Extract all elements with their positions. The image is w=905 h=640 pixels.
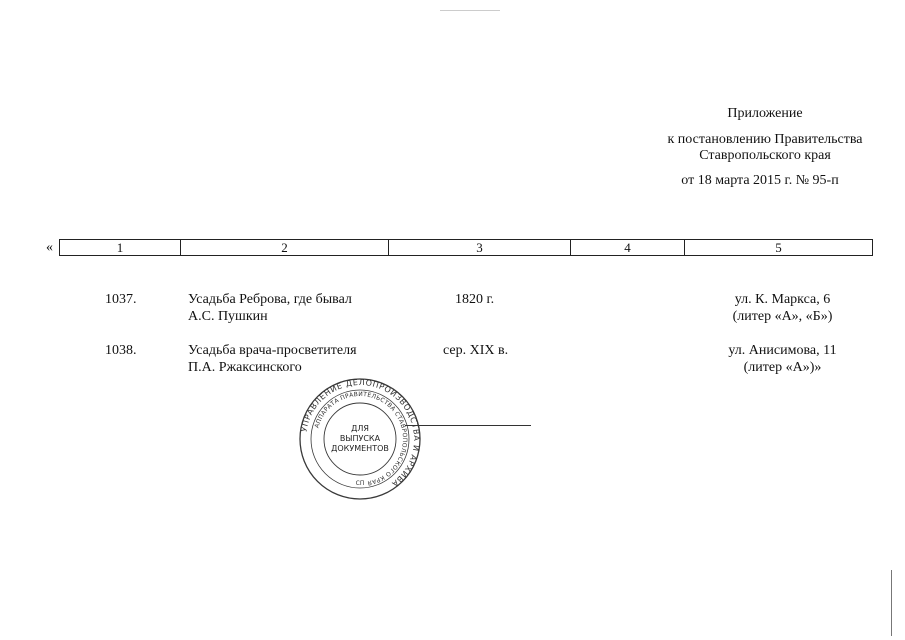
appendix-subtitle: [640, 132, 890, 164]
column-number: 1: [60, 240, 181, 255]
stamp-outer-text: УПРАВЛЕНИЕ ДЕЛОПРОИЗВОДСТВА И АРХИВА: [299, 377, 422, 489]
stamp-inner-text: АППАРАТА ПРАВИТЕЛЬСТВА СТАВРОПОЛЬСКОГО КРАЯ: [313, 390, 409, 487]
object-address-line: (литер «А»)»: [743, 360, 822, 375]
column-number: 4: [571, 240, 685, 255]
object-address-line: (литер «А», «Б»): [732, 309, 833, 324]
column-number: 3: [389, 240, 571, 255]
column-number: 2: [181, 240, 389, 255]
row-number: 1038.: [105, 343, 137, 358]
appendix-date: от 18 марта 2015 г. № 95-п: [681, 173, 839, 188]
object-address: [715, 291, 850, 325]
appendix-subtitle-line2: Ставропольского края: [699, 148, 831, 163]
stamp-center-line1: ДЛЯ: [351, 424, 369, 433]
open-quote: «: [46, 240, 53, 255]
official-stamp: [298, 377, 422, 501]
object-date: сер. XIX в.: [443, 343, 509, 358]
object-address: [715, 342, 850, 376]
row-number: 1037.: [105, 292, 137, 307]
stamp-center-line3: ДОКУМЕНТОВ: [331, 444, 389, 453]
column-number: 5: [775, 240, 782, 255]
object-date: 1820 г.: [455, 292, 495, 307]
appendix-title: Приложение: [727, 106, 803, 121]
signature-line: [405, 425, 531, 426]
object-name: [188, 342, 357, 376]
scan-edge-mark: [891, 570, 892, 636]
column-number-row: [59, 239, 873, 256]
object-name: [188, 291, 352, 325]
object-name-line: А.С. Пушкин: [188, 309, 268, 324]
stamp-number: СП: [355, 480, 365, 487]
stamp-center-line2: ВЫПУСКА: [339, 434, 381, 443]
object-name-line: П.А. Ржаксинского: [188, 360, 302, 375]
scan-dust-mark: [440, 10, 500, 11]
object-name-line: Усадьба врача-просветителя: [188, 343, 357, 358]
object-name-line: Усадьба Реброва, где бывал: [188, 292, 352, 307]
object-address-line: ул. Анисимова, 11: [728, 343, 837, 358]
stamp-graphic: [298, 377, 422, 501]
object-address-line: ул. К. Маркса, 6: [734, 292, 831, 307]
appendix-subtitle-line1: к постановлению Правительства: [667, 132, 863, 147]
